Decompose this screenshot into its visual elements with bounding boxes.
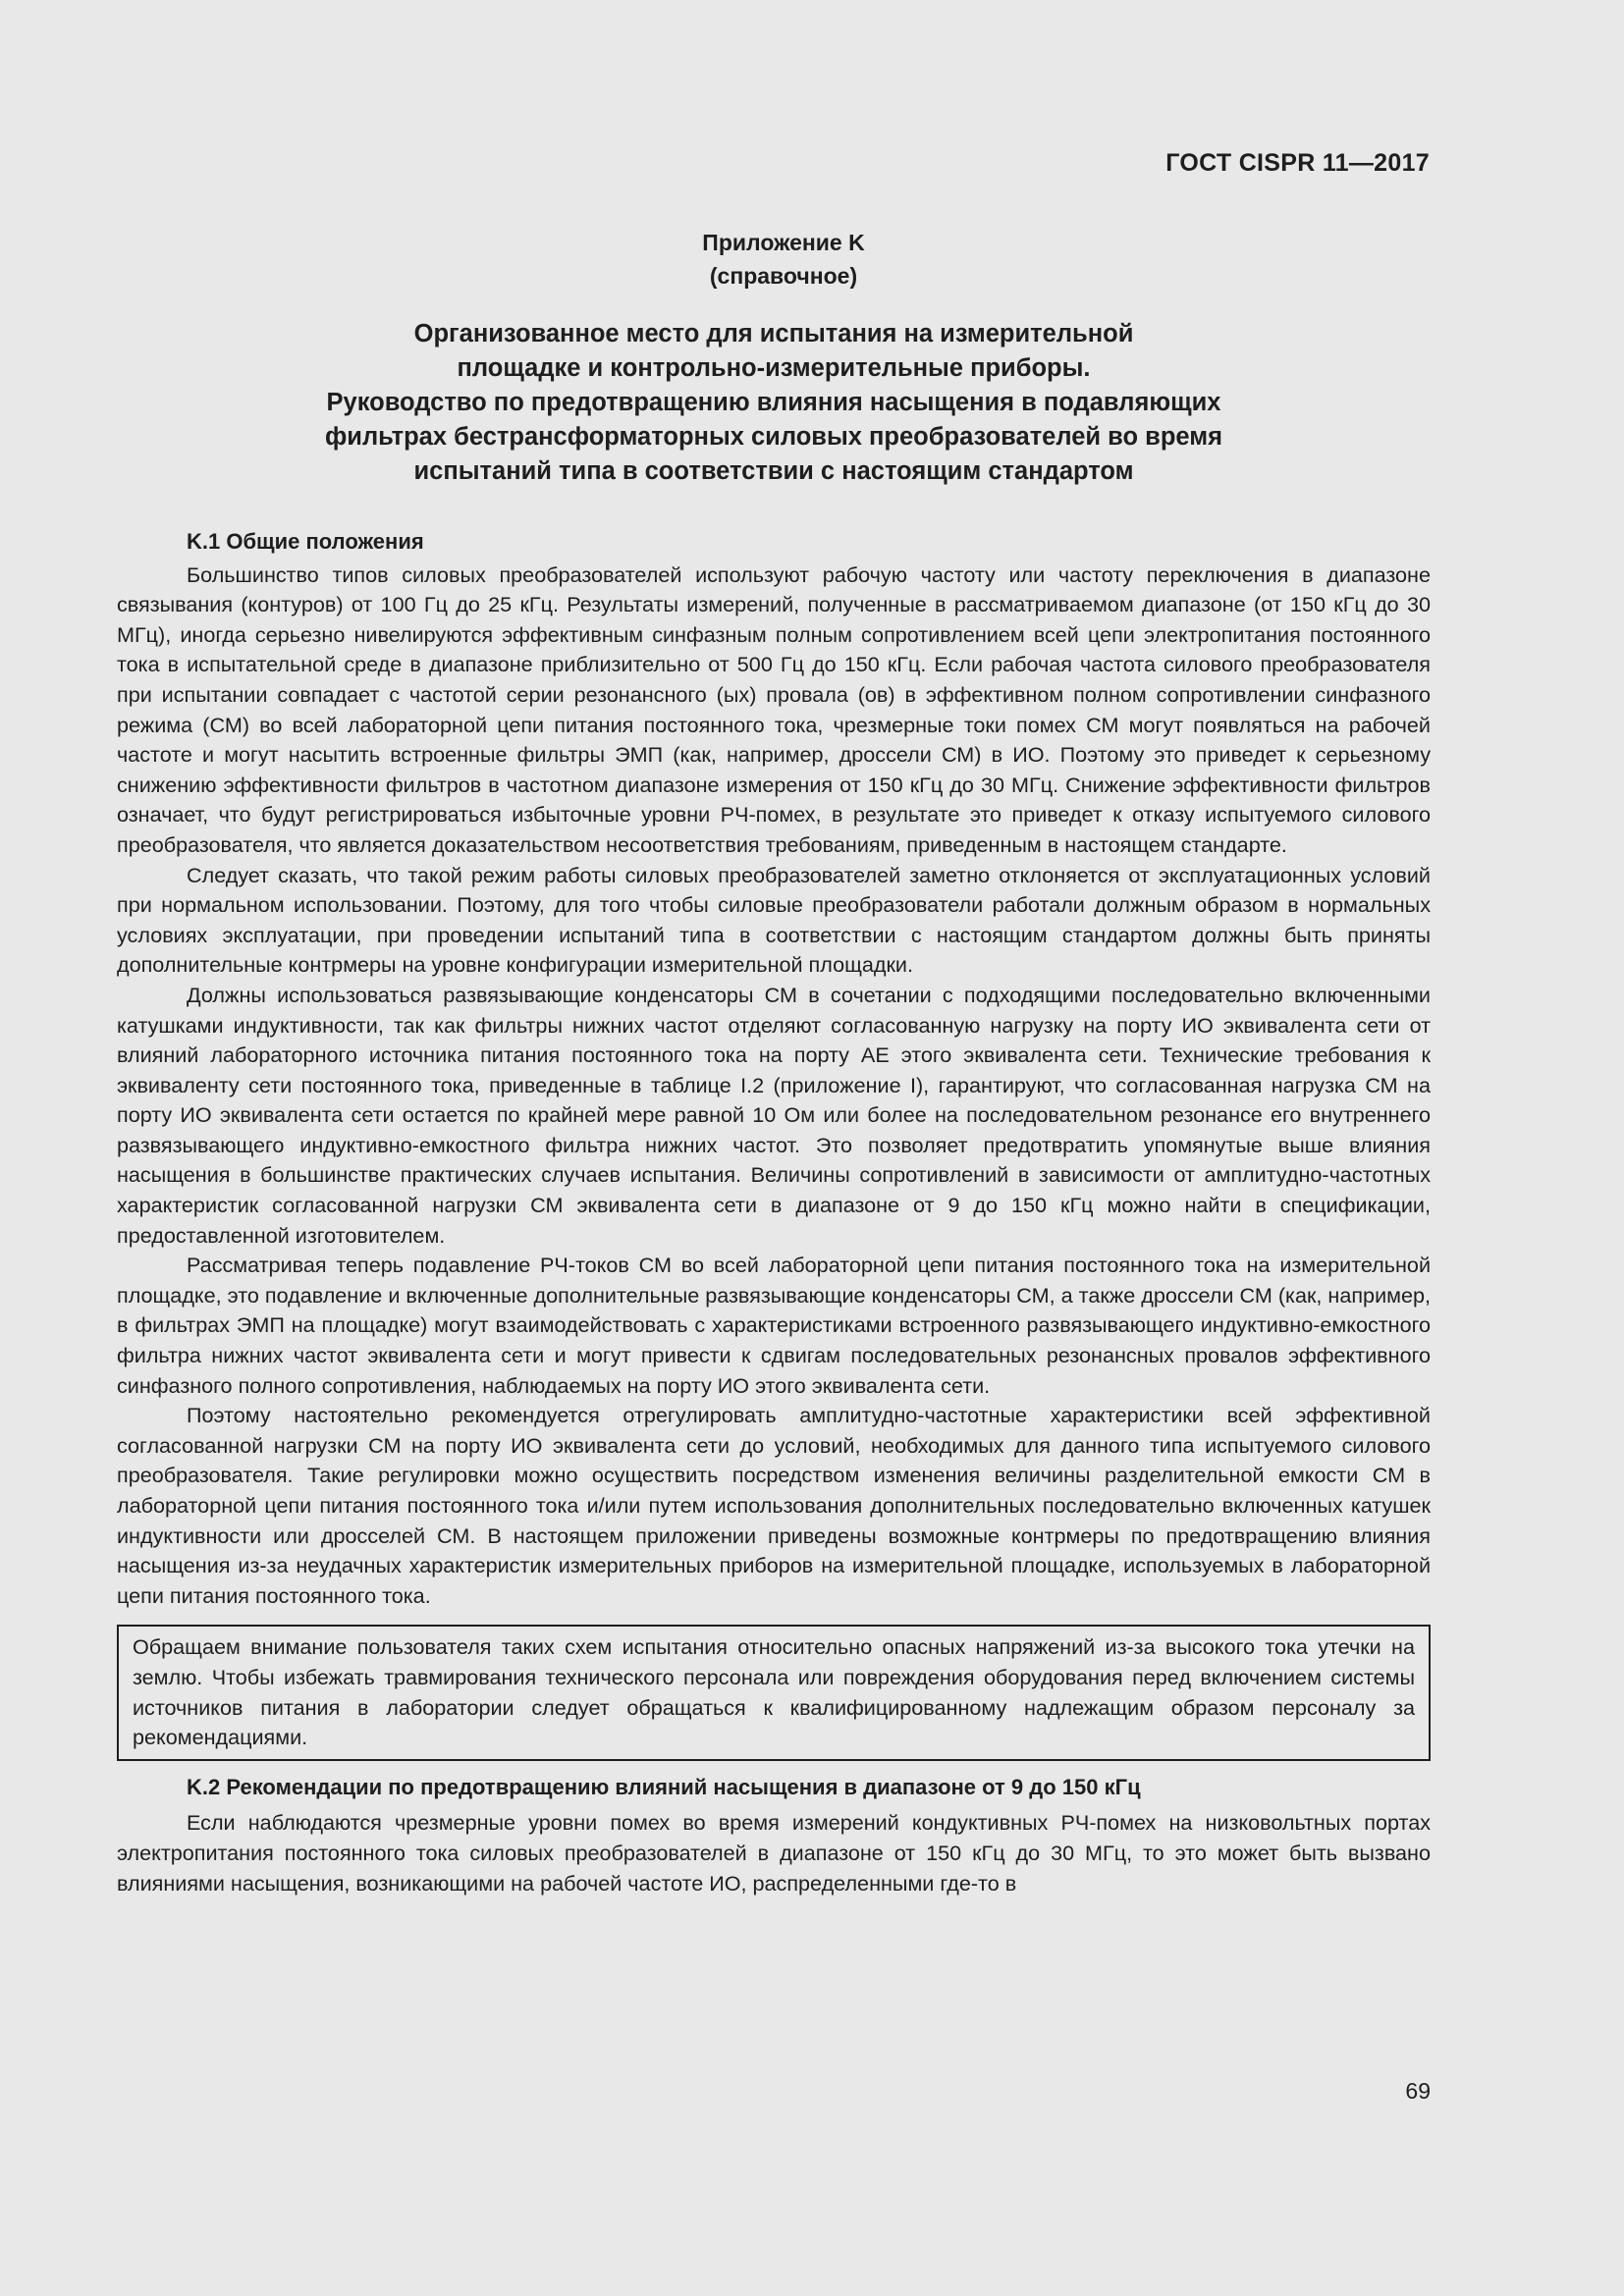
- paragraph: Если наблюдаются чрезмерные уровни помех во время измерений кондуктивных РЧ-помех на низковольтных портах электропитания постоянного тока силовых преобразователей в диапазоне от 150 кГц до 30 МГц, то это может быть вызвано влияниями насыщения, возникающими на рабочей частоте ИО, распределенными где-то в: [117, 1810, 1431, 1896]
- standard-id: ГОСТ CISPR 11—2017: [1165, 149, 1430, 177]
- annex-label: Приложение K: [702, 230, 865, 255]
- annex-label-block: [0, 226, 1567, 293]
- annex-title: [236, 317, 1312, 489]
- title-line: Руководство по предотвращению влияния насыщения в подавляющих: [326, 389, 1221, 416]
- warning-note-box: Обращаем внимание пользователя таких схем испытания относительно опасных напряжений из-за высокого тока утечки на землю. Чтобы избежать травмирования технического персонала или повреждения оборудования перед включением системы источников питания в лаборатории следует обращаться к квалифицированному надлежащим образом персоналу за рекомендациями.: [117, 1625, 1431, 1760]
- paragraph: Следует сказать, что такой режим работы силовых преобразователей заметно отклоняется от эксплуатационных условий при нормальном использовании. Поэтому, для того чтобы силовые преобразователи работали должным образом в нормальных условиях эксплуатации, при проведении испытаний типа в соответствии с настоящим стандартом должны быть приняты дополнительные контрмеры на уровне конфигурации измерительной площадки.: [117, 862, 1431, 978]
- title-line: испытаний типа в соответствии с настоящим стандартом: [413, 457, 1134, 485]
- page-number: 69: [1405, 2078, 1431, 2104]
- paragraph: Должны использоваться развязывающие конденсаторы СМ в сочетании с подходящими последовательно включенными катушками индуктивности, так как фильтры нижних частот отделяют согласованную нагрузку на порту ИО эквивалента сети от влияний лабораторного источника питания постоянного тока на порту АЕ этого эквивалента сети. Технические требования к эквиваленту сети постоянного тока, приведенные в таблице I.2 (приложение I), гарантируют, что согласованная нагрузка СМ на порту ИО эквивалента сети остается по крайней мере равной 10 Ом или более на последовательном резонансе его внутреннего развязывающего индуктивно-емкостного фильтра нижних частот. Это позволяет предотвратить упомянутые выше влияния насыщения в большинстве практических случаев испытания. Величины сопротивлений в зависимости от амплитудно-частотных характеристик согласованной нагрузки СМ эквивалента сети в диапазоне от 9 до 150 кГц можно найти в спецификации, предоставленной изготовителем.: [117, 982, 1431, 1248]
- annex-kind: (справочное): [709, 263, 858, 289]
- title-line: площадке и контрольно-измерительные приборы.: [457, 354, 1091, 382]
- section-heading-k1: K.1 Общие положения: [187, 529, 424, 554]
- paragraph: Рассматривая теперь подавление РЧ-токов СМ во всей лабораторной цепи питания постоянного тока на измерительной площадке, это подавление и включенные дополнительные развязывающие конденсаторы СМ, а также дроссели СМ (как, например, в фильтрах ЭМП на площадке) могут взаимодействовать с характеристиками встроенного развязывающего индуктивно-емкостного фильтра нижних частот эквивалента сети и могут привести к сдвигам последовательных резонансных провалов эффективного синфазного полного сопротивления, наблюдаемых на порту ИО этого эквивалента сети.: [117, 1253, 1431, 1398]
- body-content: [117, 527, 1431, 1898]
- title-line: фильтрах бестрансформаторных силовых преобразователей во время: [324, 423, 1223, 451]
- paragraph: Большинство типов силовых преобразователей используют рабочую частоту или частоту переключения в диапазоне связывания (контуров) от 100 Гц до 25 кГц. Результаты измерений, полученные в рассматриваемом диапазоне (от 150 кГц до 30 МГц), иногда серьезно нивелируются эффективным синфазным полным сопротивлением всей цепи электропитания постоянного тока в испытательной среде в диапазоне приблизительно от 500 Гц до 150 кГц. Если рабочая частота силового преобразователя при испытании совпадает с частотой серии резонансного (ых) провала (ов) в эффективном полном сопротивлении синфазного режима (СМ) во всей лабораторной цепи питания постоянного тока, чрезмерные токи помех СМ могут появляться на рабочей частоте и могут насытить встроенные фильтры ЭМП (как, например, дроссели СМ) в ИО. Поэтому это приведет к серьезному снижению эффективности фильтров в частотном диапазоне измерения от 150 кГц до 30 МГц. Снижение эффективности фильтров означает, что будут регистрироваться избыточные уровни РЧ-помех, в результате это приведет к отказу испытуемого силового преобразователя, что является доказательством несоответствия требованиям, приведенным в настоящем стандарте.: [117, 561, 1431, 857]
- title-line: Организованное место для испытания на измерительной: [413, 320, 1134, 347]
- paragraph: Поэтому настоятельно рекомендуется отрегулировать амплитудно-частотные характеристики всей эффективной согласованной нагрузки СМ на порту ИО эквивалента сети до условий, необходимых для данного типа испытуемого силового преобразователя. Такие регулировки можно осуществить посредством изменения величины разделительной емкости СМ в лабораторной цепи питания постоянного тока и/или путем использования дополнительных последовательно включенных катушек индуктивности или дросселей СМ. В настоящем приложении приведены возможные контрмеры по предотвращению влияния насыщения из-за неудачных характеристик измерительных приборов на измерительной площадке, используемых в лабораторной цепи питания постоянного тока.: [117, 1403, 1431, 1608]
- section-heading-k2: K.2 Рекомендации по предотвращению влияний насыщения в диапазоне от 9 до 150 кГц: [187, 1774, 1141, 1799]
